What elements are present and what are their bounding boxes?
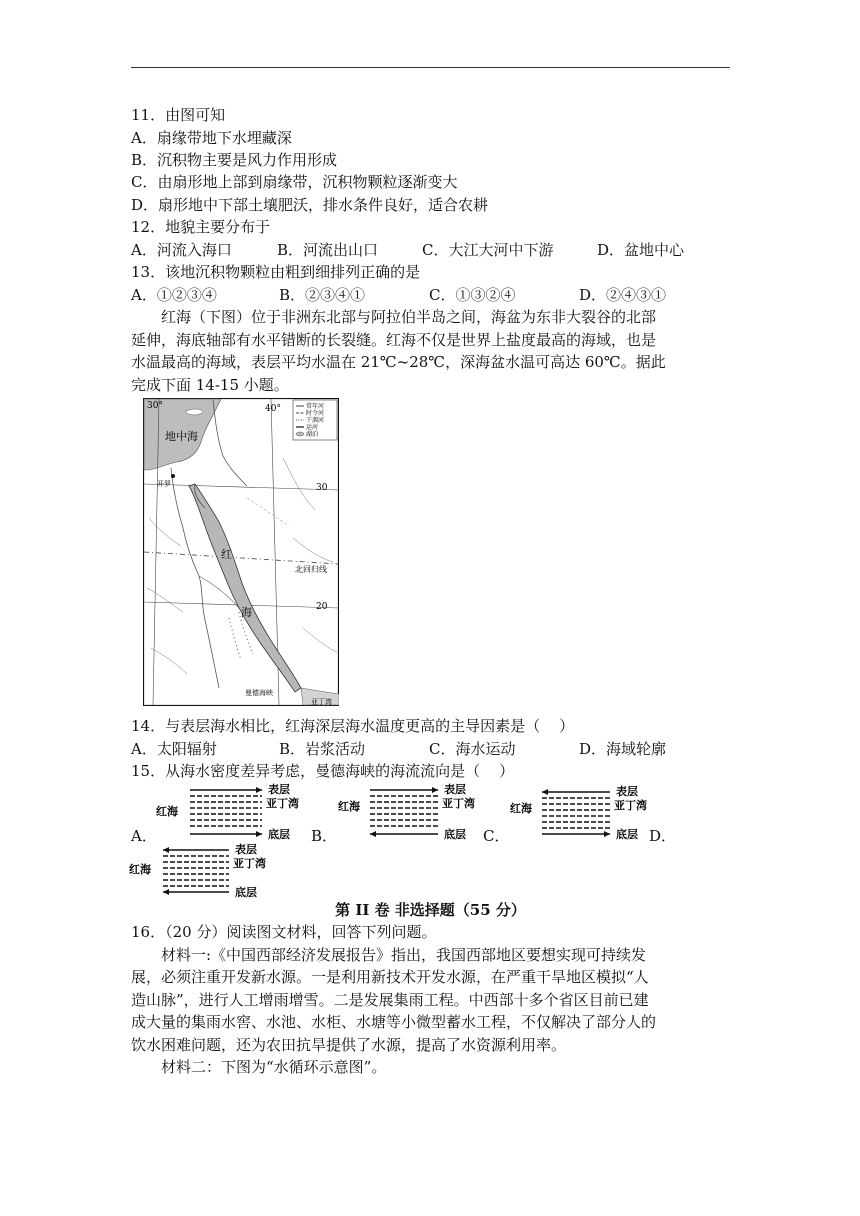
q13-stem: 13．该地沉积物颗粒由粗到细排列正确的是 bbox=[131, 263, 421, 281]
passage-line-1: 红海（下图）位于非洲东北部与阿拉伯半岛之间，海盆为东非大裂谷的北部 bbox=[161, 308, 657, 326]
svg-text:亚丁湾: 亚丁湾 bbox=[233, 857, 266, 870]
lon-label-30: 30° bbox=[147, 401, 163, 411]
legend-canal: 运河 bbox=[306, 424, 319, 431]
passage-line-2: 延伸，海底轴部有水平错断的长裂缝。红海不仅是世界上盐度最高的海域，也是 bbox=[131, 331, 657, 349]
lon-label-40: 40° bbox=[265, 404, 281, 414]
legend-seasonal: 时令河 bbox=[306, 410, 325, 417]
q13-option-d: D．②④③① bbox=[579, 286, 667, 304]
q12-option-d: D．盆地中心 bbox=[597, 241, 685, 259]
q16-stem: 16．（20 分）阅读图文材料，回答下列问题。 bbox=[131, 923, 437, 941]
tropic-label: 北回归线 bbox=[295, 565, 327, 574]
red-sea-map bbox=[143, 398, 339, 706]
svg-text:亚丁湾: 亚丁湾 bbox=[614, 799, 647, 812]
q15-stem: 15．从海水密度差异考虑，曼德海峡的海流流向是（ ） bbox=[131, 762, 515, 780]
legend-dry: 干涸河 bbox=[306, 417, 325, 424]
material1-line-5: 饮水困难问题，还为农田抗旱提供了水源，提高了水资源利用率。 bbox=[131, 1036, 567, 1054]
svg-text:底层: 底层 bbox=[616, 828, 638, 841]
svg-text:表层: 表层 bbox=[444, 783, 466, 796]
section-2-title: 第 II 卷 非选择题（55 分） bbox=[335, 901, 526, 919]
passage-line-4: 完成下面 14-15 小题。 bbox=[131, 376, 289, 394]
q14-option-c: C．海水运动 bbox=[429, 740, 516, 758]
svg-text:红海: 红海 bbox=[129, 863, 151, 876]
svg-text:表层: 表层 bbox=[616, 785, 638, 798]
q15-letter-a: A． bbox=[131, 827, 157, 845]
q15-letter-c: C． bbox=[483, 827, 510, 845]
q15-diagram-c bbox=[510, 782, 660, 844]
q12-option-a: A．河流入海口 bbox=[131, 241, 232, 259]
q14-option-b: B．岩浆活动 bbox=[279, 740, 366, 758]
q11-option-b: B．沉积物主要是风力作用形成 bbox=[131, 151, 338, 169]
q13-options bbox=[131, 284, 730, 306]
q14-options bbox=[131, 738, 730, 760]
q13-option-a: A．①②③④ bbox=[131, 286, 217, 304]
q11-option-a: A．扇缘带地下水埋藏深 bbox=[131, 129, 292, 147]
legend-perennial: 常年河 bbox=[306, 403, 325, 410]
svg-text:表层: 表层 bbox=[268, 783, 290, 796]
svg-text:红海: 红海 bbox=[510, 802, 532, 815]
q15-diagram-a bbox=[156, 782, 316, 844]
q12-option-b: B．河流出山口 bbox=[277, 241, 379, 259]
material1-line-4: 成大量的集雨水窖、水池、水柜、水塘等小微型蓄水工程，不仅解决了部分人的 bbox=[131, 1013, 657, 1031]
svg-text:底层: 底层 bbox=[235, 886, 257, 899]
q12-option-c: C．大江大河中下游 bbox=[422, 241, 554, 259]
q15-diagram-d bbox=[129, 840, 279, 902]
lat-label-20: 20 bbox=[316, 602, 328, 612]
red-sea-label-1: 红 bbox=[221, 548, 232, 561]
q12-options bbox=[131, 239, 730, 261]
passage-line-3: 水温最高的海域，表层平均水温在 21℃~28℃，深海盆水温可高达 60℃。据此 bbox=[131, 353, 666, 371]
q14-stem: 14．与表层海水相比，红海深层海水温度更高的主导因素是（ ） bbox=[131, 717, 575, 735]
q15-letter-d: D． bbox=[649, 827, 677, 845]
lat-label-30: 30 bbox=[316, 483, 328, 493]
material1-line-2: 展，必须注重开发新水源。一是利用新技术开发水源，在严重干旱地区模拟“人 bbox=[131, 968, 649, 986]
material2-line: 材料二：下图为“水循环示意图”。 bbox=[161, 1058, 387, 1076]
svg-text:亚丁湾: 亚丁湾 bbox=[442, 797, 475, 810]
mediterranean-label: 地中海 bbox=[165, 430, 198, 443]
q15-letter-b: B． bbox=[311, 827, 338, 845]
cairo-dot bbox=[171, 474, 175, 478]
q11-option-c: C．由扇形地上部到扇缘带，沉积物颗粒逐渐变大 bbox=[131, 173, 458, 191]
q14-option-a: A．太阳辐射 bbox=[131, 740, 217, 758]
red-sea-label-2: 海 bbox=[241, 606, 252, 619]
q15-diagram-b bbox=[338, 782, 488, 844]
material1-line-3: 造山脉”，进行人工增雨增雪。二是发展集雨工程。中西部十多个省区目前已建 bbox=[131, 991, 649, 1009]
gulf-label: 亚丁湾 bbox=[311, 698, 332, 706]
svg-text:红海: 红海 bbox=[338, 800, 360, 813]
svg-text:表层: 表层 bbox=[235, 843, 257, 856]
legend-lake: 湖泊 bbox=[306, 431, 319, 438]
q14-option-d: D．海域轮廓 bbox=[579, 740, 667, 758]
header-rule bbox=[131, 67, 730, 68]
q11-stem: 11．由图可知 bbox=[131, 106, 226, 124]
q13-option-c: C．①③②④ bbox=[429, 286, 516, 304]
material1-line-1: 材料一:《中国西部经济发展报告》指出，我国西部地区要想实现可持续发 bbox=[161, 946, 647, 964]
cairo-label: 开罗 bbox=[157, 480, 171, 488]
svg-text:亚丁湾: 亚丁湾 bbox=[266, 797, 299, 810]
q12-stem: 12．地貌主要分布于 bbox=[131, 218, 271, 236]
q11-option-d: D．扇形地中下部土壤肥沃，排水条件良好，适合农耕 bbox=[131, 196, 489, 214]
svg-text:底层: 底层 bbox=[444, 828, 466, 841]
strait-label: 曼德海峡 bbox=[245, 689, 273, 697]
svg-text:红海: 红海 bbox=[156, 805, 178, 818]
q13-option-b: B．②③④① bbox=[279, 286, 366, 304]
svg-text:底层: 底层 bbox=[268, 828, 290, 841]
